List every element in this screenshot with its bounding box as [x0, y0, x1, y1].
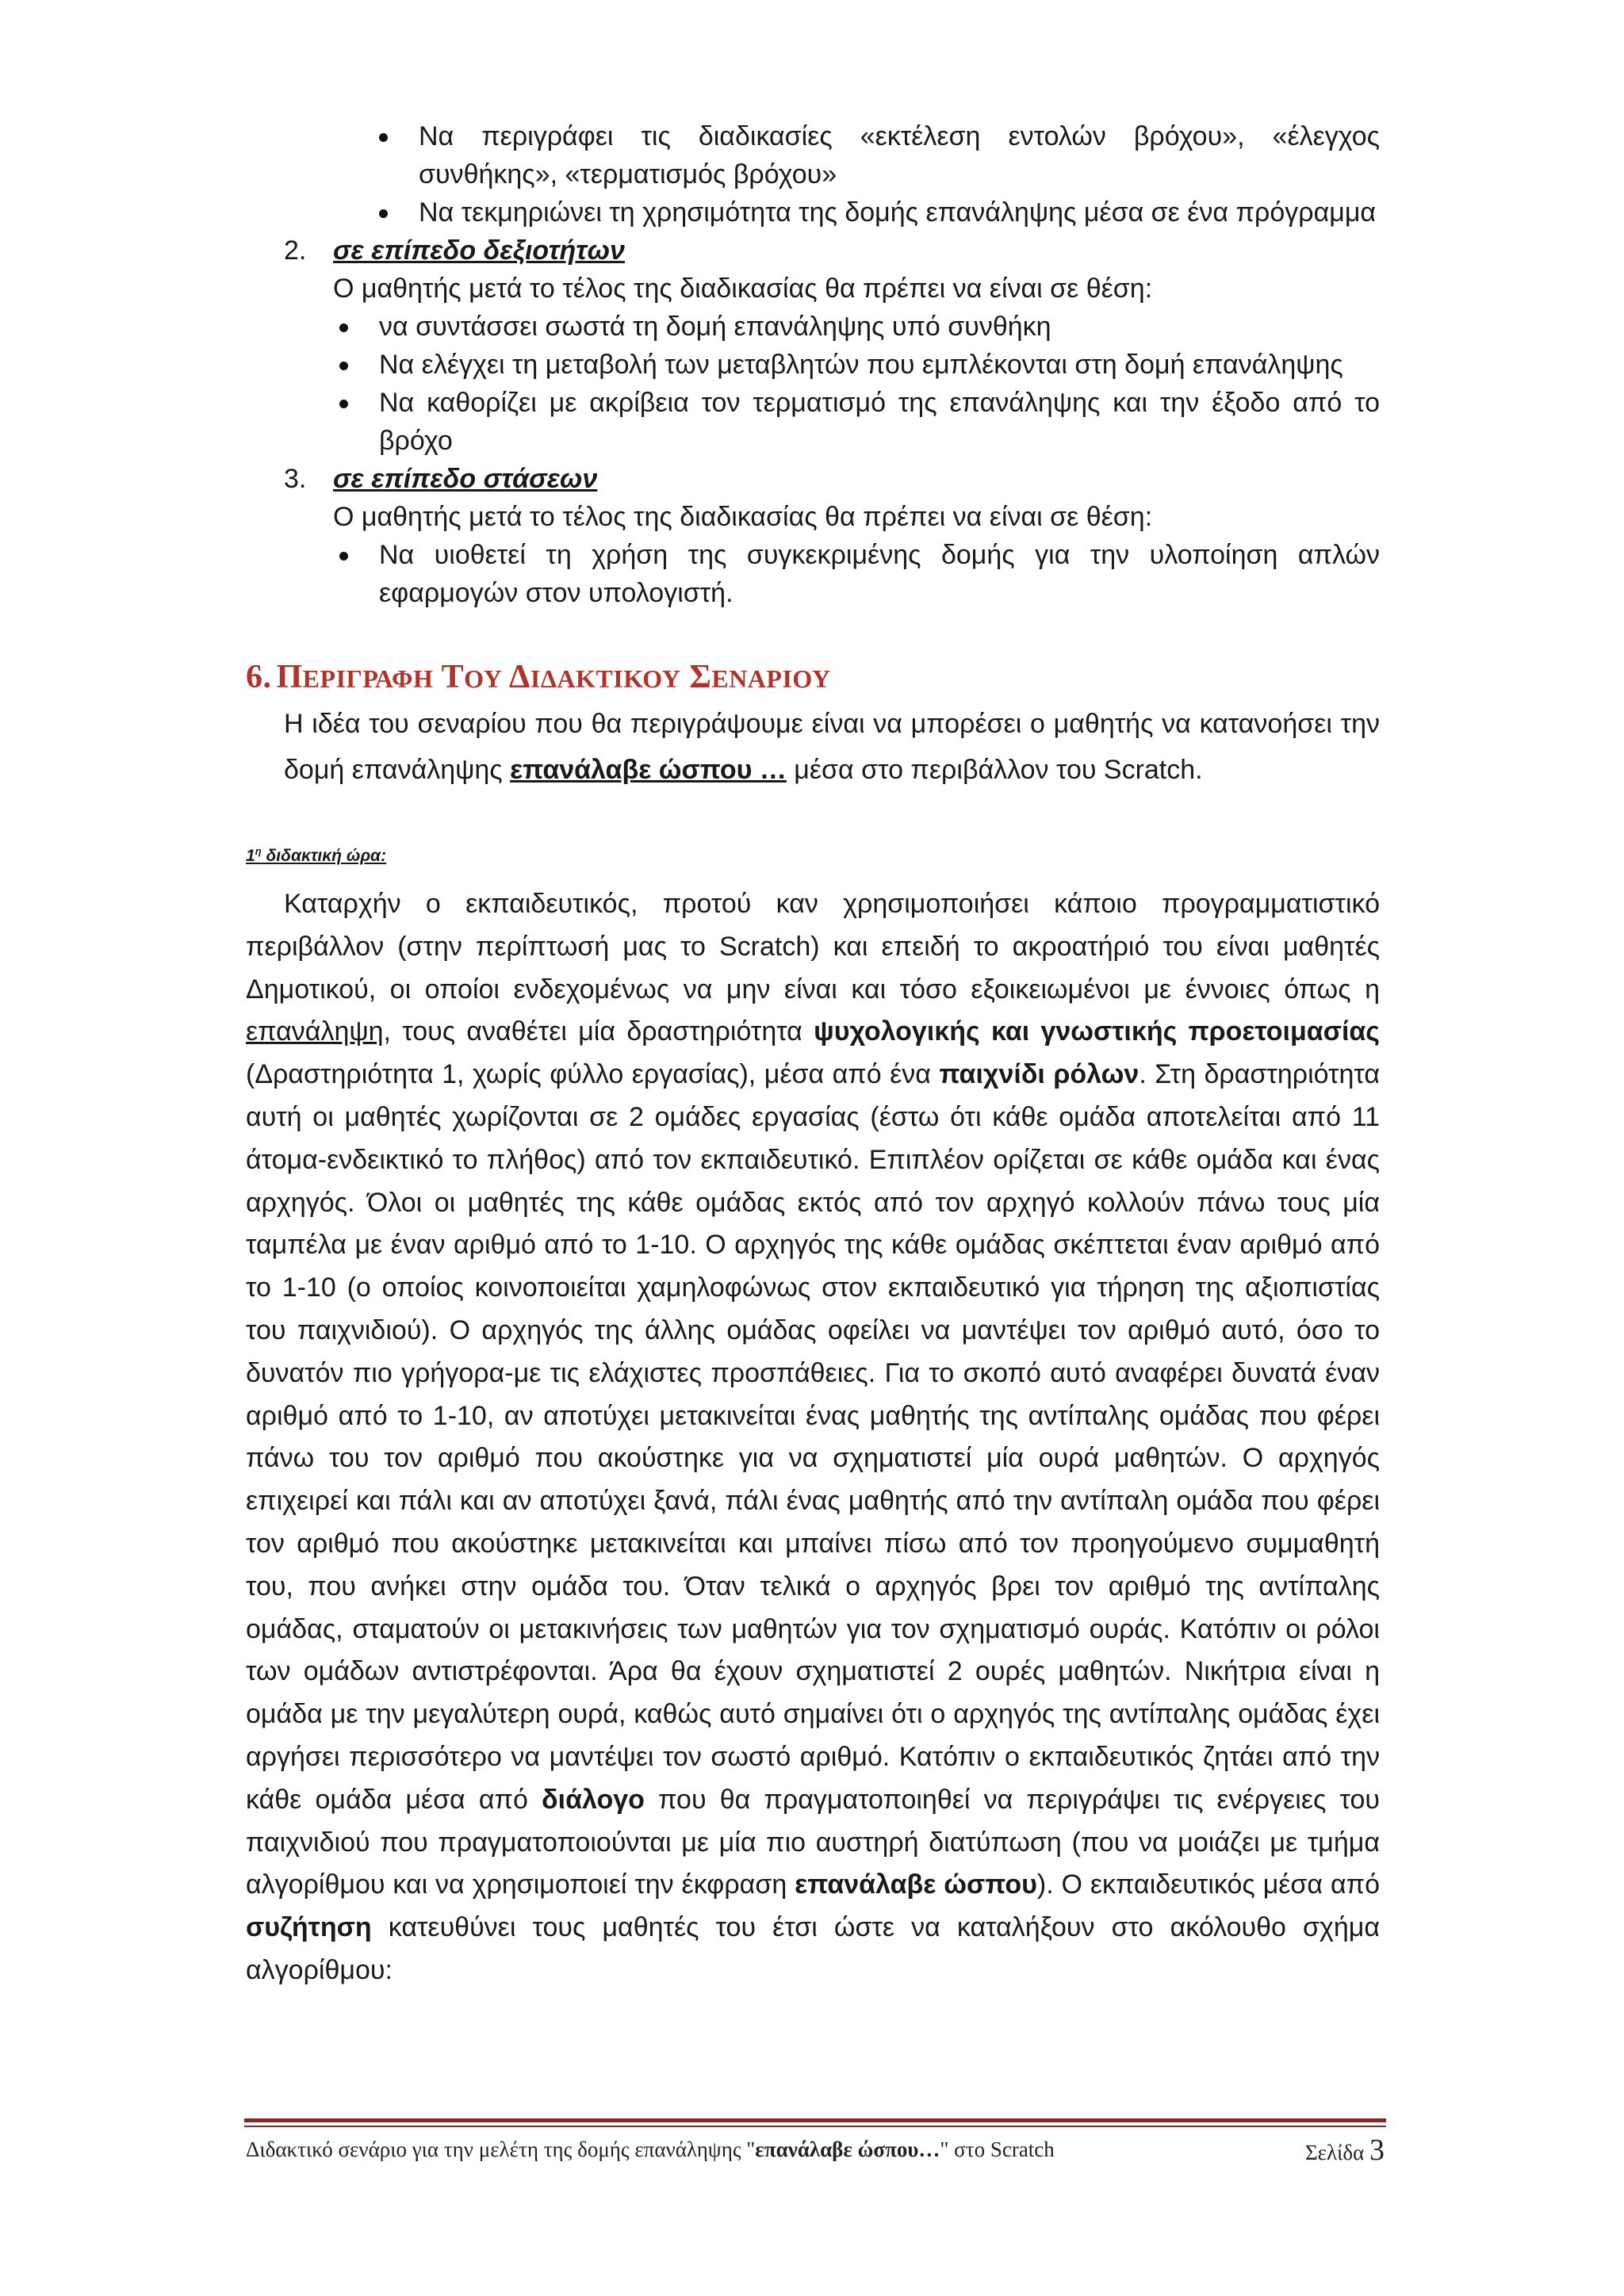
level-title: σε επίπεδο δεξιοτήτων [333, 235, 625, 266]
emphasis: επανάλαβε ώσπου [795, 1869, 1037, 1900]
list-item: Να καθορίζει με ακρίβεια τον τερματισμό της επανάληψης και την έξοδο από το βρόχο [339, 384, 1380, 460]
level-intro: Ο μαθητής μετά το τέλος της διαδικασίας θα πρέπει να είναι σε θέση: [333, 274, 1153, 304]
section-heading [246, 658, 1380, 696]
list-item: Να τεκμηριώνει τη χρησιμότητα της δομής επανάληψης μέσα σε ένα πρόγραμμα [379, 193, 1380, 232]
level-bullets [339, 536, 1380, 612]
emphasis: διάλογο [542, 1784, 645, 1815]
heading-word: ΔΙΔΑΚΤΙΚΟΥ [509, 659, 681, 695]
level-title: σε επίπεδο στάσεων [333, 464, 598, 494]
list-item: να συντάσσει σωστά τη δομή επανάληψης υπό συνθήκη [339, 308, 1380, 346]
lesson-paragraph: Καταρχήν ο εκπαιδευτικός, προτού καν χρησιμοποιήσει κάποιο προγραμματιστικό περιβάλλον (στην περίπτωσή μας το Scratch) και επειδή το ακροατήριό του είναι μαθητές Δημοτικού, οι οποίοι ενδεχομένως να μην είναι και τόσο εξοικειωμένοι με έννοιες όπως η επανάληψη, τους αναθέτει μία δραστηριότητα ψυχολογικής και γνωστικής προετοιμασίας (Δραστηριότητα 1, χωρίς φύλλο εργασίας), μέσα από ένα παιχνίδι ρόλων. Στη δραστηριότητα αυτή οι μαθητές χωρίζονται σε 2 ομάδες εργασίας (έστω ότι κάθε ομάδα αποτελείται από 11 άτομα-ενδεικτικό το πλήθος) από τον εκπαιδευτικό. Επιπλέον ορίζεται σε κάθε ομάδα και ένας αρχηγός. Όλοι οι μαθητές της κάθε ομάδας εκτός από τον αρχηγό κολλούν πάνω τους μία ταμπέλα με έναν αριθμό από το 1-10. Ο αρχηγός της κάθε ομάδας σκέπτεται έναν αριθμό από το 1-10 (ο οποίος κοινοποιείται χαμηλοφώνως στον εκπαιδευτικό για τήρηση της αξιοπιστίας του παιχνιδιού). Ο αρχηγός της άλλης ομάδας οφείλει να μαντέψει τον αριθμό αυτό, όσο το δυνατόν πιο γρήγορα-με τις ελάχιστες προσπάθειες. Για το σκοπό αυτό αναφέρει δυνατά έναν αριθμό από το 1-10, αν αποτύχει μετακινείται ένας μαθητής της αντίπαλης ομάδας που φέρει πάνω του τον αριθμό που ακούστηκε για να σχηματιστεί μία ουρά μαθητών. Ο αρχηγός επιχειρεί και πάλι και αν αποτύχει ξανά, πάλι ένας μαθητής από την αντίπαλη ομάδα που φέρει τον αριθμό που ακούστηκε μετακινείται και μπαίνει πίσω από τον προηγούμενο συμμαθητή του, που ανήκει στην ομάδα του. Όταν τελικά ο αρχηγός βρει τον αριθμό της αντίπαλης ομάδας, σταματούν οι μετακινήσεις των μαθητών για τον σχηματισμό ουράς. Κατόπιν οι ρόλοι των ομάδων αντιστρέφονται. Άρα θα έχουν σχηματιστεί 2 ουρές μαθητών. Νικήτρια είναι η ομάδα με την μεγαλύτερη ουρά, καθώς αυτό σημαίνει ότι ο αρχηγός της αντίπαλης ομάδας έχει αργήσει περισσότερο να μαντέψει τον σωστό αριθμό. Κατόπιν ο εκπαιδευτικός ζητάει από την κάθε ομάδα μέσα από διάλογο που θα πραγματοποιηθεί να περιγράψει τις ενέργειες του παιχνιδιού που πραγματοποιούνται με μία πιο αυστηρή διατύπωση (που να μοιάζει με τμήμα αλγορίθμου και να χρησιμοποιεί την έκφραση επανάλαβε ώσπου). Ο εκπαιδευτικός μέσα από συζήτηση κατευθύνει τους μαθητές του έτσι ώστε να καταλήξουν στο ακόλουθο σχήμα αλγορίθμου: [246, 889, 1380, 1985]
emphasis: παιχνίδι ρόλων [939, 1059, 1139, 1090]
objective-level-attitudes [246, 460, 1380, 612]
section-number: 6. [246, 659, 272, 695]
objective-level-skills [246, 232, 1380, 460]
heading-word: ΤΟΥ [441, 659, 503, 695]
list-item: Να περιγράφει τις διαδικασίες «εκτέλεση εντολών βρόχου», «έλεγχος συνθήκης», «τερματισμός βρόχου» [379, 117, 1380, 193]
list-item: Να υιοθετεί τη χρήση της συγκεκριμένης δομής για την υλοποίηση απλών εφαρμογών στον υπολογιστή. [339, 536, 1380, 612]
emphasis: ψυχολογικής και γνωστικής προετοιμασίας [814, 1016, 1380, 1047]
list-item: Να ελέγχει τη μεταβολή των μεταβλητών που εμπλέκονται στη δομή επανάληψης [339, 346, 1380, 384]
section-intro: Η ιδέα του σεναρίου που θα περιγράψουμε είναι να μπορέσει ο μαθητής να κατανοήσει την δομή επανάληψης επανάλαβε ώσπου … μέσα στο περιβάλλον του Scratch. [284, 709, 1380, 785]
level-number: 3. [284, 464, 307, 494]
objectives-first-bullets [379, 117, 1380, 232]
lesson-heading: $1^\eta$ διδακτική ώρα: [246, 845, 387, 865]
emphasis: επανάλαβε ώσπου … [510, 755, 787, 785]
footer-divider-thin [244, 2126, 1386, 2127]
heading-word: ΠΕΡΙΓΡΑΦΗ [276, 659, 434, 695]
level-number: 2. [284, 235, 307, 266]
level-bullets [339, 308, 1380, 460]
footer-divider [244, 2118, 1386, 2122]
heading-word: ΣΕΝΑΡΙΟΥ [689, 659, 831, 695]
level-intro: Ο μαθητής μετά το τέλος της διαδικασίας θα πρέπει να είναι σε θέση: [333, 502, 1153, 532]
objectives-levels [246, 232, 1380, 612]
page-footer [246, 2133, 1385, 2169]
page-content [246, 117, 1380, 1992]
footer-title: Διδακτικό σενάριο για την μελέτη της δομής επανάληψης "επανάλαβε ώσπου…" στο Scratch [246, 2137, 1055, 2161]
emphasis: συζήτηση [246, 1912, 372, 1943]
emphasis: επανάληψη [246, 1016, 384, 1047]
page-number: Σελίδα 3 [1304, 2133, 1385, 2167]
